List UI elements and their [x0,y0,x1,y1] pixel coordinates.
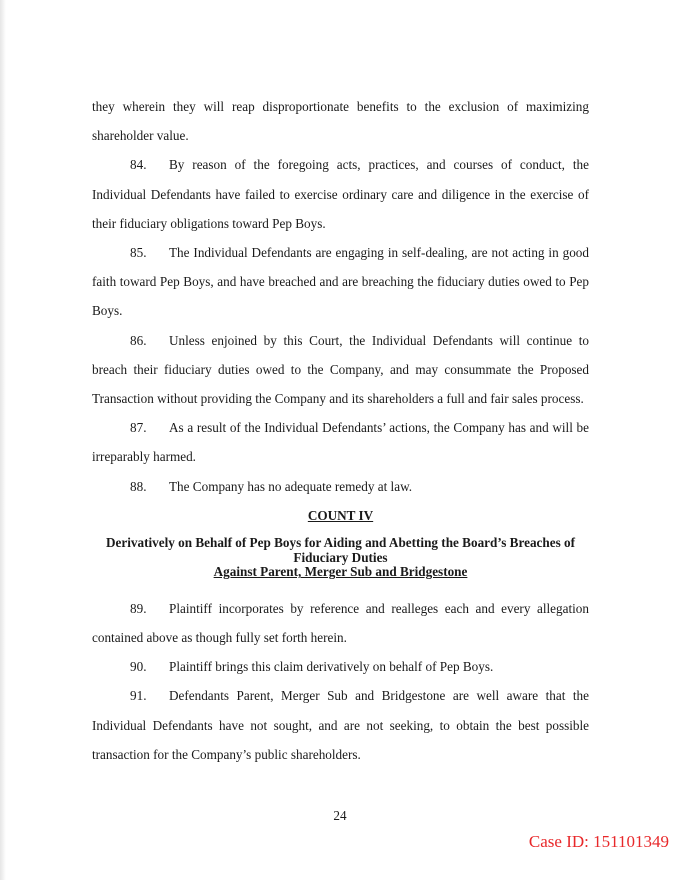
paragraph-number: 90. [130,659,147,675]
paragraph-number: 89. [130,600,147,616]
paragraph-number: 86. [130,332,147,348]
paragraph-text: Plaintiff brings this claim derivatively on behalf of Pep Boys. [169,659,494,675]
page-edge-shadow [0,0,6,880]
paragraph-number: 85. [130,245,147,261]
paragraph-number: 88. [130,478,147,494]
paragraph-text: By reason of the foregoing acts, practices, and courses of conduct, the Individual Defendants have failed to exercise ordinary care and diligence in the exercise of their fiduciary obligations toward Pep Boys. [92,157,589,231]
paragraphs-before-count [92,150,589,500]
count-subtitle-line-3: Against Parent, Merger Sub and Bridgestone [213,564,468,580]
paragraph-89 [92,594,589,652]
paragraph-90 [92,652,589,681]
paragraph-86 [92,326,589,414]
paragraph-text: The Individual Defendants are engaging in self-dealing, are not acting in good faith toward Pep Boys, and have breached and are breaching the fiduciary duties owed to Pep Boys. [92,245,589,319]
paragraph-85 [92,238,589,326]
paragraph-continuation: they wherein they will reap disproportionate benefits to the exclusion of maximizing shareholder value. [92,99,589,144]
paragraph-91 [92,681,589,769]
case-id-stamp: Case ID: 151101349 [528,832,669,851]
paragraph-87 [92,413,589,471]
paragraph-text: As a result of the Individual Defendants’ actions, the Company has and will be irreparably harmed. [92,420,589,465]
paragraph-text: Plaintiff incorporates by reference and realleges each and every allegation contained above as though fully set forth herein. [92,600,589,646]
page-number: 24 [333,808,347,823]
paragraph-84 [92,150,589,238]
paragraph-number: 84. [130,157,147,173]
paragraphs-after-count [92,594,589,769]
count-subtitle-line-1: Derivatively on Behalf of Pep Boys for Aiding and Abetting the Board’s Breaches of [105,535,575,551]
paragraph-number: 87. [130,420,147,436]
paragraph-text: Defendants Parent, Merger Sub and Bridgestone are well aware that the Individual Defendants have not sought, and are not seeking, to obtain the best possible transaction for the Company’s public shareholders. [92,688,589,762]
paragraph-number: 91. [130,688,147,704]
paragraph-text: The Company has no adequate remedy at law. [169,478,413,494]
paragraph-88 [92,472,589,501]
paragraph-text: Unless enjoined by this Court, the Individual Defendants will continue to breach their fiduciary duties owed to the Company, and may consummate the Proposed Transaction without providing the Company and its shareholders a full and fair sales process. [92,332,589,407]
count-subtitle [92,536,589,580]
count-subtitle-line-2: Fiduciary Duties [293,549,388,565]
count-title: COUNT IV [307,507,374,523]
document-body [92,92,589,769]
